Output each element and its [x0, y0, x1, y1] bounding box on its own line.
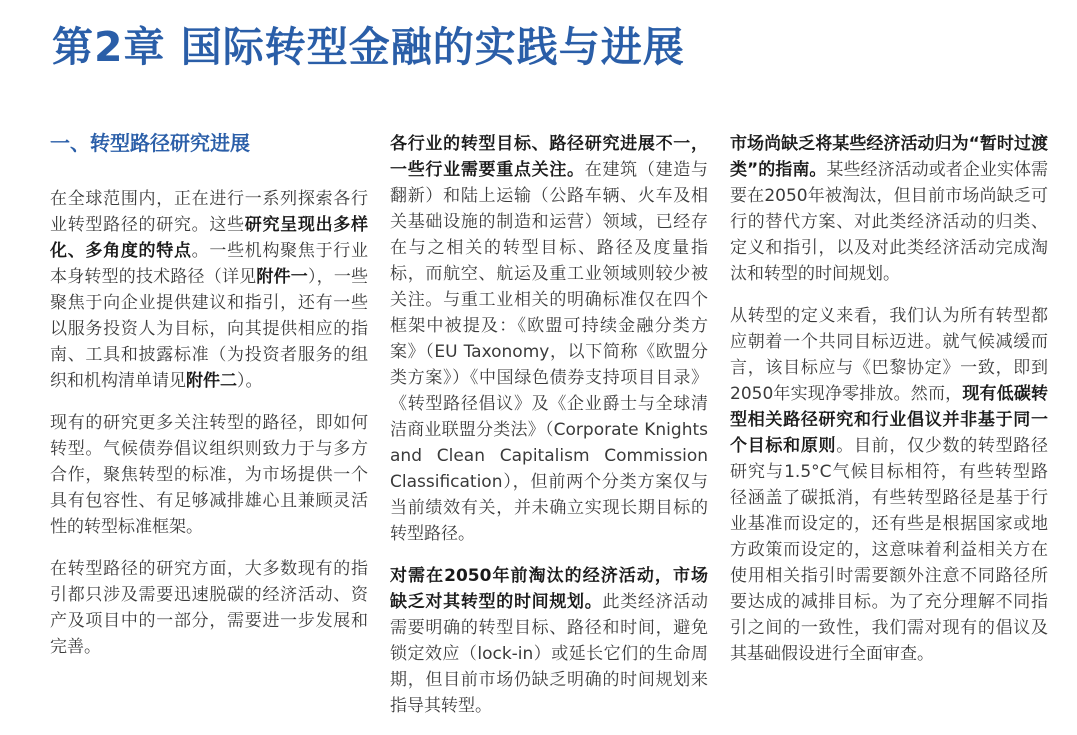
paragraph: 在全球范围内，正在进行一系列探索各行业转型路径的研究。这些研究呈现出多样化、多角度的特点。一些机构聚焦于行业本身转型的技术路径（详见附件一），一些聚焦于向企业提供建议和指引，还有一些以服务投资人为目标，向其提供相应的指南、工具和披露标准（为投资者服务的组织和机构清单请见附件二）。: [50, 189, 369, 391]
paragraph: 从转型的定义来看，我们认为所有转型都应朝着一个共同目标迈进。就气候减缓而言，该目标应与《巴黎协定》一致，即到2050年实现净零排放。然而，现有低碳转型相关路径研究和行业倡议并非基于同一个目标和原则。目前，仅少数的转型路径研究与1.5°C气候目标相符，有些转型路径涵盖了碳抵消，有些转型路径是基于行业基准而设定的，还有些是根据国家或地方政策而设定的，这意味着利益相关方在使用相关指引时需要额外注意不同路径所要达成的减排目标。为了充分理解不同指引之间的一致性，我们需对现有的倡议及其基础假设进行全面审查。: [730, 306, 1049, 664]
section-heading: 一、转型路径研究进展: [50, 131, 250, 155]
paragraph: 对需在2050年前淘汰的经济活动，市场缺乏对其转型的时间规划。此类经济活动需要明确的转型目标、路径和时间，避免锁定效应（lock-in）或延长它们的生命周期，但目前市场仍缺乏明确的时间规划来指导其转型。: [390, 566, 709, 716]
paragraph: 市场尚缺乏将某些经济活动归为“暂时过渡类”的指南。某些经济活动或者企业实体需要在2050年被淘汰，但目前市场尚缺乏可行的替代方案、对此类经济活动的归类、定义和指引，以及对此类经济活动完成淘汰和转型的时间规划。: [730, 134, 1048, 284]
paragraph: 在转型路径的研究方面，大多数现有的指引都只涉及需要迅速脱碳的经济活动、资产及项目中的一部分，需要进一步发展和完善。: [50, 559, 368, 657]
column-1: [50, 128, 368, 676]
column-3: [730, 131, 1048, 683]
paragraph: 现有的研究更多关注转型的路径，即如何转型。气候债券倡议组织则致力于与多方合作，聚焦转型的标准，为市场提供一个具有包容性、有足够减排雄心且兼顾灵活性的转型标准框架。: [50, 413, 368, 537]
paragraph: 各行业的转型目标、路径研究进展不一，一些行业需要重点关注。在建筑（建造与翻新）和陆上运输（公路车辆、火车及相关基础设施的制造和运营）领域，已经存在与之相关的转型目标、路径及度量指标，而航空、航运及重工业领域则较少被关注。与重工业相关的明确标准仅在四个框架中被提及：《欧盟可持续金融分类方案》（EU Taxonomy，以下简称《欧盟分类方案》）《中国绿色债券支持项目目录》《转型路径倡议》及《企业爵士与全球清洁商业联盟分类法》（Corporate Knights and Clean Capitalism Commission Classification），但前两个分类方案仅与当前绩效有关，并未确立实现长期目标的转型路径。: [390, 134, 709, 544]
page-title: 第2章 国际转型金融的实践与进展: [52, 23, 685, 71]
column-2: [390, 131, 708, 735]
